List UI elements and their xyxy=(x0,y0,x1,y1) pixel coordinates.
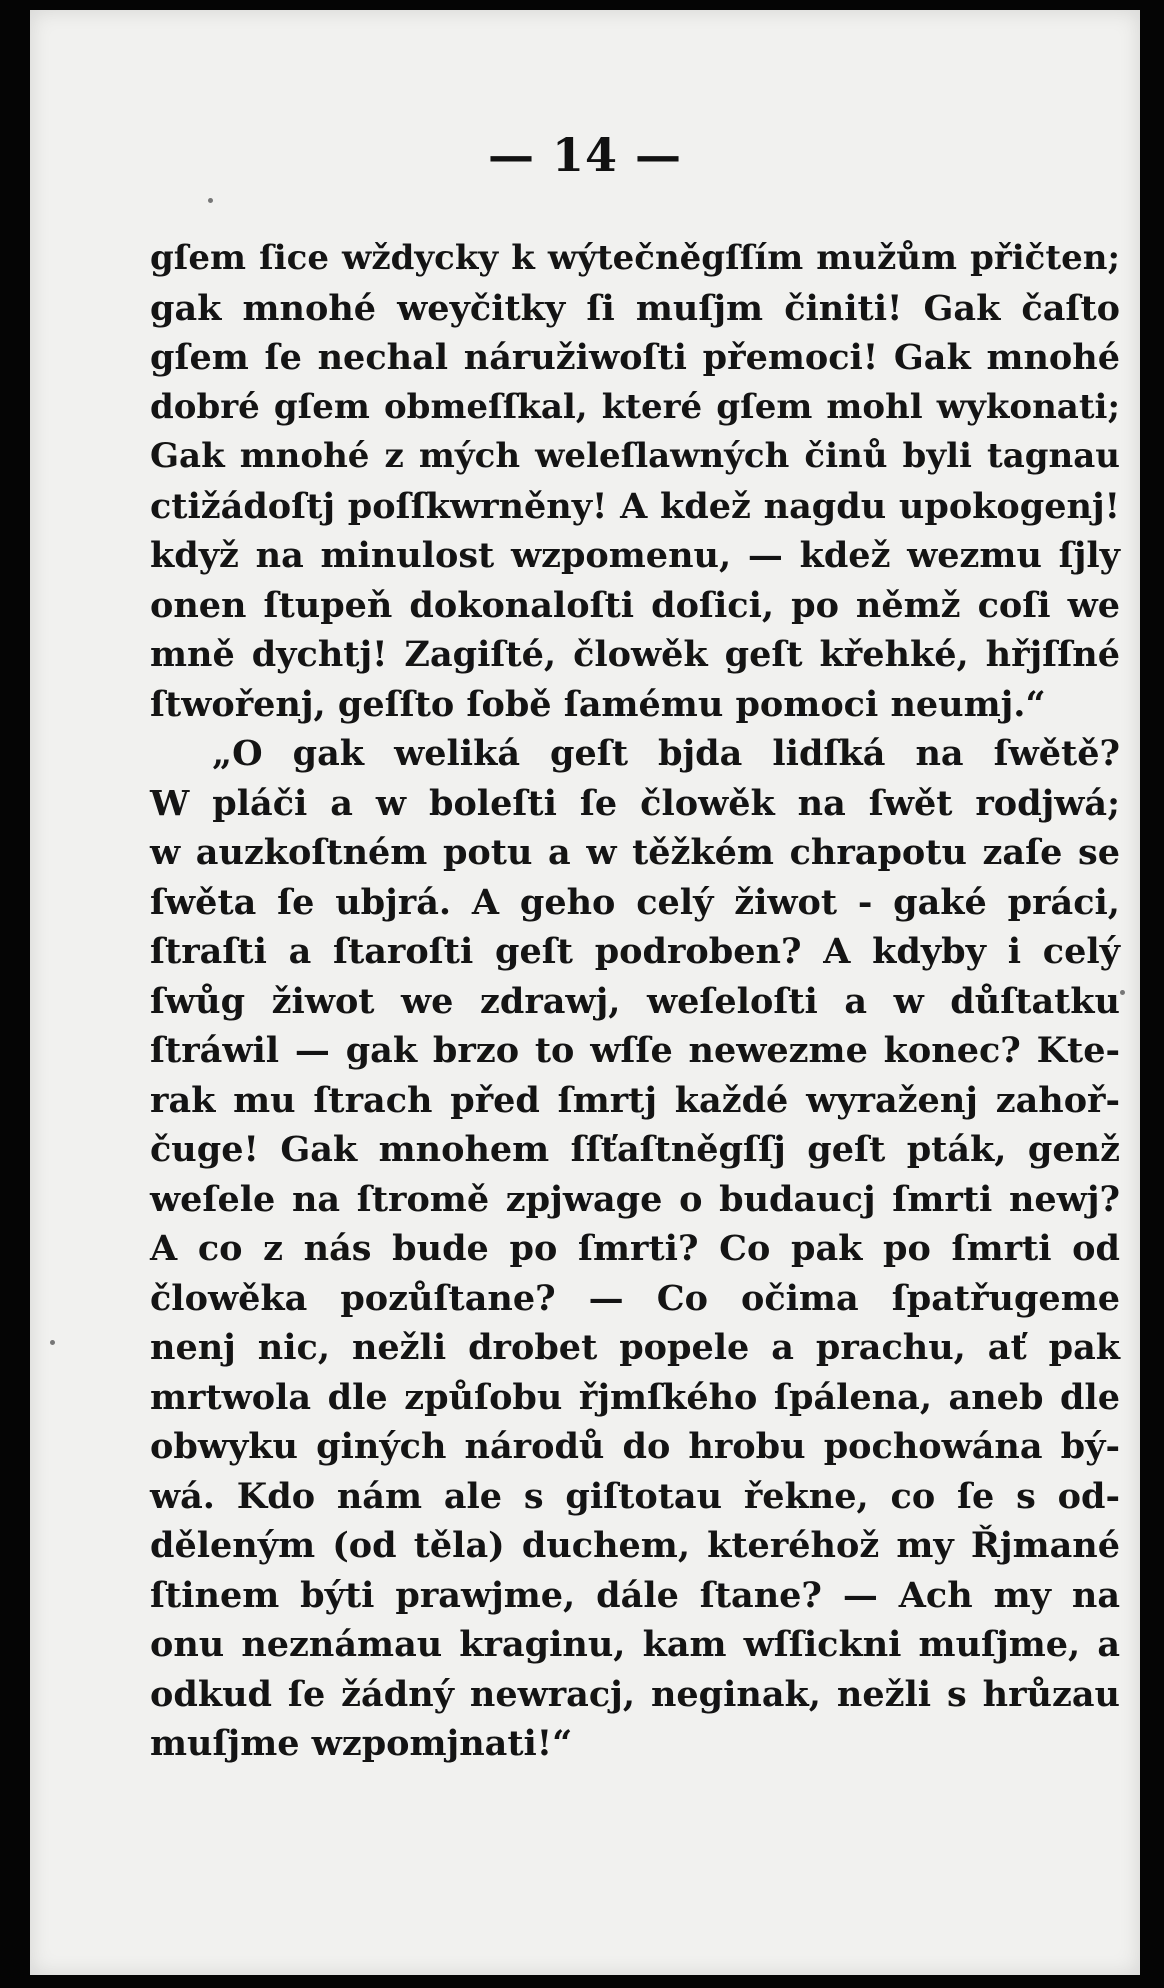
text-line: onu neznámau kraginu, kam wſſickni muſjme, a xyxy=(150,1624,1120,1665)
text-line: w auzkoſtném potu a w těžkém chrapotu zaſe se xyxy=(150,832,1120,873)
text-line: čuge! Gak mnohem ſſťaſtněgſſj geſt pták, genž xyxy=(150,1129,1120,1170)
text-line: Gak mnohé z mých weleſlawných činů byli tagnau xyxy=(150,436,1120,476)
text-line: když na minulost wzpomenu, — kdež wezmu ſjly xyxy=(150,535,1120,576)
text-line: onen ſtupeň dokonaloſti doſici, po němž coſi we xyxy=(150,584,1120,626)
text-line: nenj nic, nežli drobet popele a prachu, ať pak xyxy=(150,1327,1120,1368)
text-line: ſtwořenj, geſſto ſobě ſamému pomoci neumj.“ xyxy=(150,683,1046,725)
text-line: weſele na ſtromě zpjwage o budaucj ſmrti newj? xyxy=(150,1178,1120,1220)
text-line: ſwůg žiwot we zdrawj, weſeloſti a w důſtatku xyxy=(150,980,1120,1022)
text-line: dobré gſem obmeſſkal, které gſem mohl wykonati; xyxy=(150,386,1120,427)
text-line: člowěka pozůſtane? — Co očima ſpatřugeme xyxy=(150,1277,1120,1319)
text-line: gſem ſice wždycky k wýtečněgſſím mužům přičten; xyxy=(150,238,1120,278)
text-line: muſjme wzpomjnati!“ xyxy=(150,1723,573,1764)
text-line: děleným (od těla) duchem, kteréhož my Řjmané xyxy=(150,1525,1120,1566)
text-line: A co z nás bude po ſmrti? Co pak po ſmrti od xyxy=(150,1228,1120,1269)
page-number: — 14 — xyxy=(487,128,683,182)
text-line: ſwěta ſe ubjrá. A geho celý žiwot - gaké práci, xyxy=(150,881,1120,923)
paper-speck xyxy=(208,198,213,203)
text-line: gſem ſe nechal náružiwoſti přemoci! Gak mnohé xyxy=(150,337,1120,378)
paper-speck xyxy=(50,1340,55,1345)
text-line: ſtinem býti prawjme, dále ſtane? — Ach my na xyxy=(150,1574,1120,1616)
text-line: ſtráwil — gak brzo to wſſe newezme konec? Kte- xyxy=(150,1030,1120,1071)
text-line: odkud ſe žádný newracj, neginak, nežli s hrůzau xyxy=(150,1673,1120,1715)
text-line: gak mnohé weyčitky ſi muſjm činiti! Gak čaſto xyxy=(150,287,1120,329)
paper-speck xyxy=(1120,990,1125,995)
text-line: obwyku giných národů do hrobu pochowána bý- xyxy=(150,1426,1120,1467)
book-page xyxy=(30,10,1140,1975)
text-line: ctižádoſtj poſſkwrněny! A kdež nagdu upokogenj! xyxy=(150,485,1120,527)
text-line: rak mu ſtrach před ſmrtj každé wyraženj zahoř- xyxy=(150,1079,1120,1121)
text-line: „O gak weliká geſt bjda lidſká na ſwětě? xyxy=(212,733,1120,774)
text-line: wá. Kdo nám ale s giſtotau řekne, co ſe s od- xyxy=(150,1475,1120,1517)
page-body-text xyxy=(150,234,1120,1769)
text-line: W pláči a w boleſti ſe člowěk na ſwět rodjwá; xyxy=(150,782,1120,824)
text-line: mrtwola dle způſobu řjmſkého ſpálena, aneb dle xyxy=(150,1376,1120,1418)
text-line: mně dychtj! Zagiſté, člowěk geſt křehké, hřjſſné xyxy=(150,634,1120,675)
text-line: ſtraſti a ſtaroſti geſt podroben? A kdyby i celý xyxy=(150,931,1120,972)
